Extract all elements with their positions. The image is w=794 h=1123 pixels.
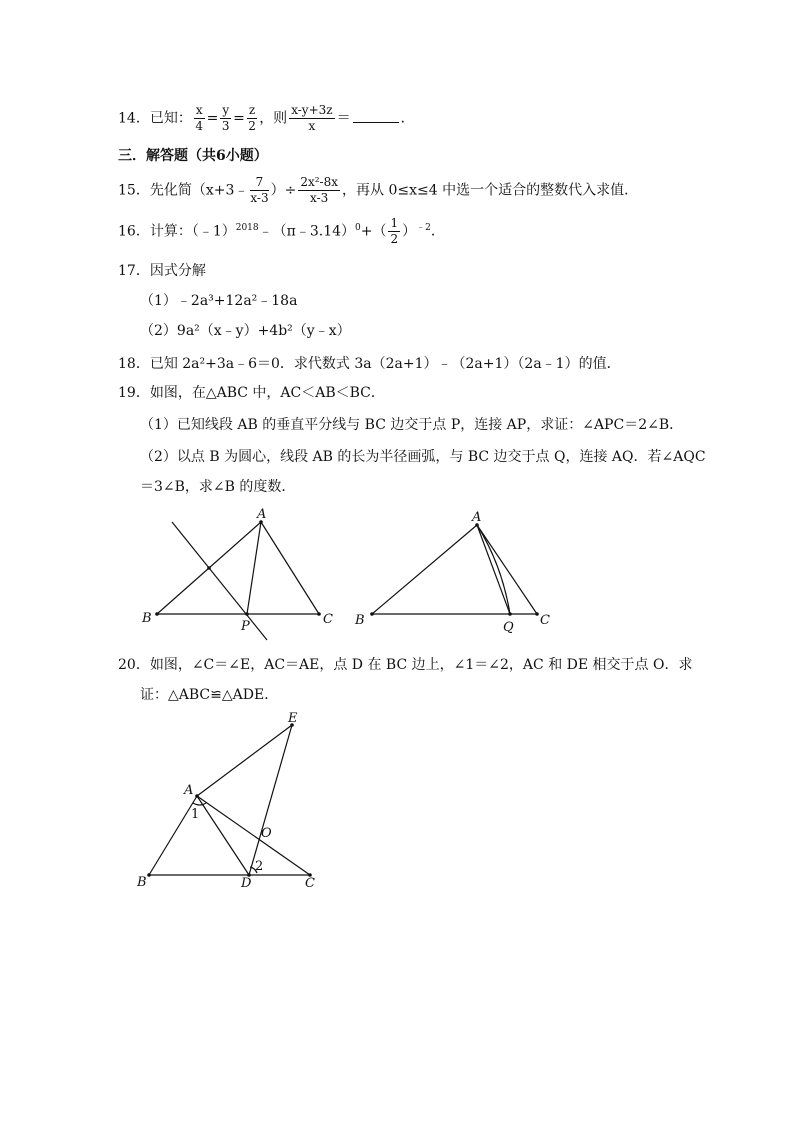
label-Q: Q [503, 620, 514, 635]
fraction-expression: $\frac{x-y+3z}{x}$ [291, 103, 333, 133]
question-20-line1: 20．如图，∠C＝∠E，AC＝AE，点 D 在 BC 边上，∠1＝∠2，AC 和 DE 相交于点 O．求 [118, 657, 693, 673]
fraction-7-over-x-3: $\frac{7}{x-3}$ [250, 175, 269, 205]
figure-congruent-triangles [130, 710, 340, 895]
question-19-part2-line2: ＝3∠B，求∠B 的度数． [140, 479, 296, 495]
angle-label-1: 1 [191, 807, 200, 822]
answer-blank [353, 110, 399, 123]
label-B: B [355, 613, 365, 628]
label-O: O [261, 826, 272, 841]
label-B: B [142, 611, 152, 626]
question-18: 18．已知 2a²+3a﹣6＝0．求代数式 3a（2a+1）﹣（2a+1）（2a﹣1）的值． [118, 356, 621, 372]
label-D: D [241, 876, 252, 891]
question-17-part1: （1）﹣2a³+12a²﹣18a [140, 293, 298, 309]
figure-triangle-perpendicular-bisector [130, 505, 350, 645]
question-16: 16．计算：（﹣1）$^{2018}$﹣（π﹣3.14）$^0$+（ $\frac{1}{2}$ ）$^{﹣2}$． [118, 216, 445, 246]
question-17-title: 17．因式分解 [118, 263, 206, 279]
fraction-x-over-4: $\frac{x}{4}$ [195, 103, 204, 133]
label-B: B [137, 875, 147, 890]
question-14: 14．已知： $\frac{x}{4}$ = $\frac{y}{3}$ = $\frac{z}{2}$ ，则 $\frac{x-y+3z}{x}$ ＝ ． [118, 103, 415, 133]
question-19-part1: （1）已知线段 AB 的垂直平分线与 BC 边交于点 P，连接 AP，求证：∠APC＝2∠B． [140, 417, 684, 433]
fraction-one-half: $\frac{1}{2}$ [390, 216, 399, 246]
section-heading: 三．解答题（共6小题） [118, 148, 268, 164]
label-C: C [305, 876, 315, 891]
question-19-part2-line1: （2）以点 B 为圆心，线段 AB 的长为半径画弧，与 BC 边交于点 Q，连接 AQ．若∠AQC [140, 449, 706, 465]
label-E: E [288, 711, 298, 726]
label-P: P [241, 619, 250, 634]
angle-label-2: 2 [255, 859, 264, 874]
figure-triangle-arc [350, 505, 560, 645]
label-A: A [184, 783, 194, 798]
question-19-title: 19．如图，在△ABC 中，AC＜AB＜BC． [118, 385, 385, 401]
fraction-y-over-3: $\frac{y}{3}$ [221, 103, 230, 133]
question-15: 15．先化简（x+3﹣ $\frac{7}{x-3}$ ）÷ $\frac{\text{2x²-8x}}{x-3}$ ，再从 0≤x≤4 中选一个适合的整数代入求值． [118, 175, 639, 205]
label-A: A [472, 510, 482, 525]
label-A: A [257, 507, 267, 522]
label-C: C [540, 613, 550, 628]
question-20-line2: 证：△ABC≌△ADE． [140, 687, 279, 703]
question-17-part2: （2）9a²（x﹣y）+4b²（y﹣x） [140, 323, 351, 339]
fraction-z-over-2: $\frac{z}{2}$ [248, 103, 256, 133]
fraction-2x2-8x: $\frac{\text{2x²-8x}}{x-3}$ [300, 175, 339, 205]
label-C: C [323, 612, 333, 627]
